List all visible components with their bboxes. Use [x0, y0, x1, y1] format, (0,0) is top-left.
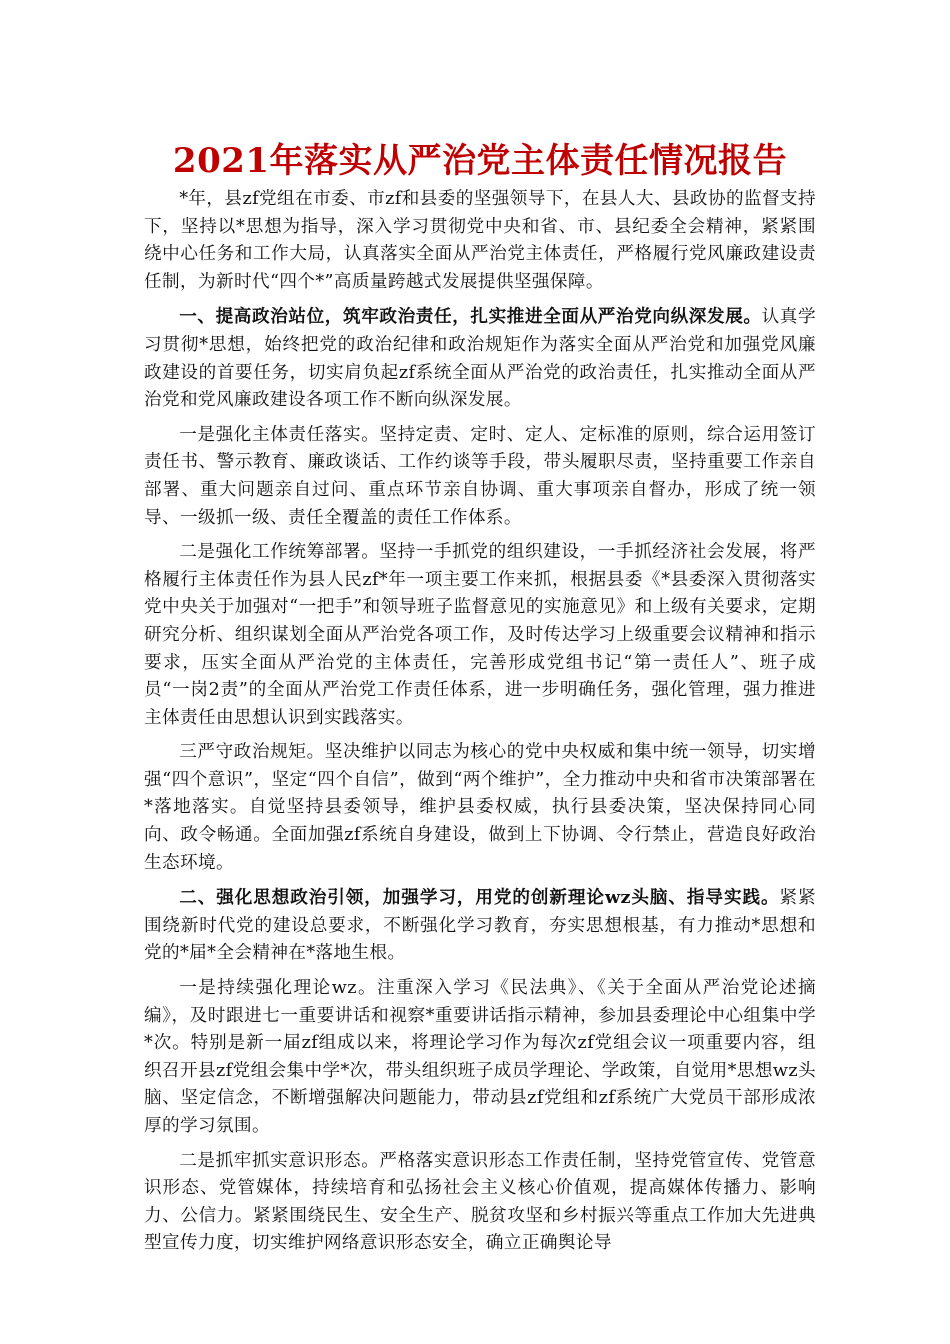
section-1-body: 认真学习贯彻*思想，始终把党的政治纪律和政治规矩作为落实全面从严治党和加强党风廉政建设的首要任务，切实肩负起zf系统全面从严治党的政治责任，扎实推动全面从严治党和党风廉政建设各项工作不断向纵深发展。	[144, 307, 816, 411]
section-1-paragraph	[144, 303, 816, 414]
document-title: 2021年落实从严治党主体责任情况报告	[172, 141, 788, 181]
section-1-heading: 一、提高政治站位，筑牢政治责任，扎实推进全面从严治党向纵深发展。	[179, 306, 762, 328]
section-2-body: 紧紧围绕新时代党的建设总要求，不断强化学习教育，夯实思想根基，有力推动*思想和党的*届*全会精神在*落地生根。	[144, 888, 816, 964]
section-2-paragraph	[144, 884, 816, 968]
section-2-item-1: 一是持续强化理论wz。注重深入学习《民法典》、《关于全面从严治党论述摘编》，及时跟进七一重要讲话和视察*重要讲话指示精神，参加县委理论中心组集中学*次。特别是新一届zf组成以来，将理论学习作为每次zf党组会议一项重要内容，组织召开县zf党组会集中学*次，带头组织班子成员学理论、学政策，自觉用*思想wz头脑、坚定信念，不断增强解决问题能力，带动县zf党组和zf系统广大党员干部形成浓厚的学习氛围。	[144, 978, 816, 1136]
section-1-item-1: 一是强化主体责任落实。坚持定责、定时、定人、定标准的原则，综合运用签订责任书、警示教育、廉政谈话、工作约谈等手段，带头履职尽责，坚持重要工作亲自部署、重大问题亲自过问、重点环节亲自协调、重大事项亲自督办，形成了统一领导、一级抓一级、责任全覆盖的责任工作体系。	[144, 424, 816, 528]
section-2-heading: 二、强化思想政治引领，加强学习，用党的创新理论wz头脑、指导实践。	[179, 887, 780, 909]
document-page	[144, 138, 816, 1258]
intro-paragraph: *年，县zf党组在市委、市zf和县委的坚强领导下，在县人大、县政协的监督支持下，坚持以*思想为指导，深入学习贯彻党中央和省、市、县纪委全会精神，紧紧围绕中心任务和工作大局，认真落实全面从严治党主体责任，严格履行党风廉政建设责任制，为新时代“四个*”高质量跨越式发展提供坚强保障。	[144, 189, 816, 292]
section-1-item-2: 二是强化工作统筹部署。坚持一手抓党的组织建设，一手抓经济社会发展，将严格履行主体责任作为县人民zf*年一项主要工作来抓，根据县委《*县委深入贯彻落实党中央关于加强对“一把手”和领导班子监督意见的实施意见》和上级有关要求，定期研究分析、组织谋划全面从严治党各项工作，及时传达学习上级重要会议精神和指示要求，压实全面从严治党的主体责任，完善形成党组书记“第一责任人”、班子成员“一岗2责”的全面从严治党工作责任体系，进一步明确任务，强化管理，强力推进主体责任由思想认识到实践落实。	[144, 542, 816, 728]
section-1-item-3: 三严守政治规矩。坚决维护以同志为核心的党中央权威和集中统一领导，切实增强“四个意识”，坚定“四个自信”，做到“两个维护”，全力推动中央和省市决策部署在*落地落实。自觉坚持县委领导，维护县委权威，执行县委决策，坚决保持同心同向、政令畅通。全面加强zf系统自身建设，做到上下协调、令行禁止，营造良好政治生态环境。	[144, 742, 816, 873]
section-2-item-2: 二是抓牢抓实意识形态。严格落实意识形态工作责任制，坚持党管宣传、党管意识形态、党管媒体，持续培育和弘扬社会主义核心价值观，提高媒体传播力、影响力、公信力。紧紧围绕民生、安全生产、脱贫攻坚和乡村振兴等重点工作加大先进典型宣传力度，切实维护网络意识形态安全，确立正确舆论导	[144, 1150, 816, 1254]
